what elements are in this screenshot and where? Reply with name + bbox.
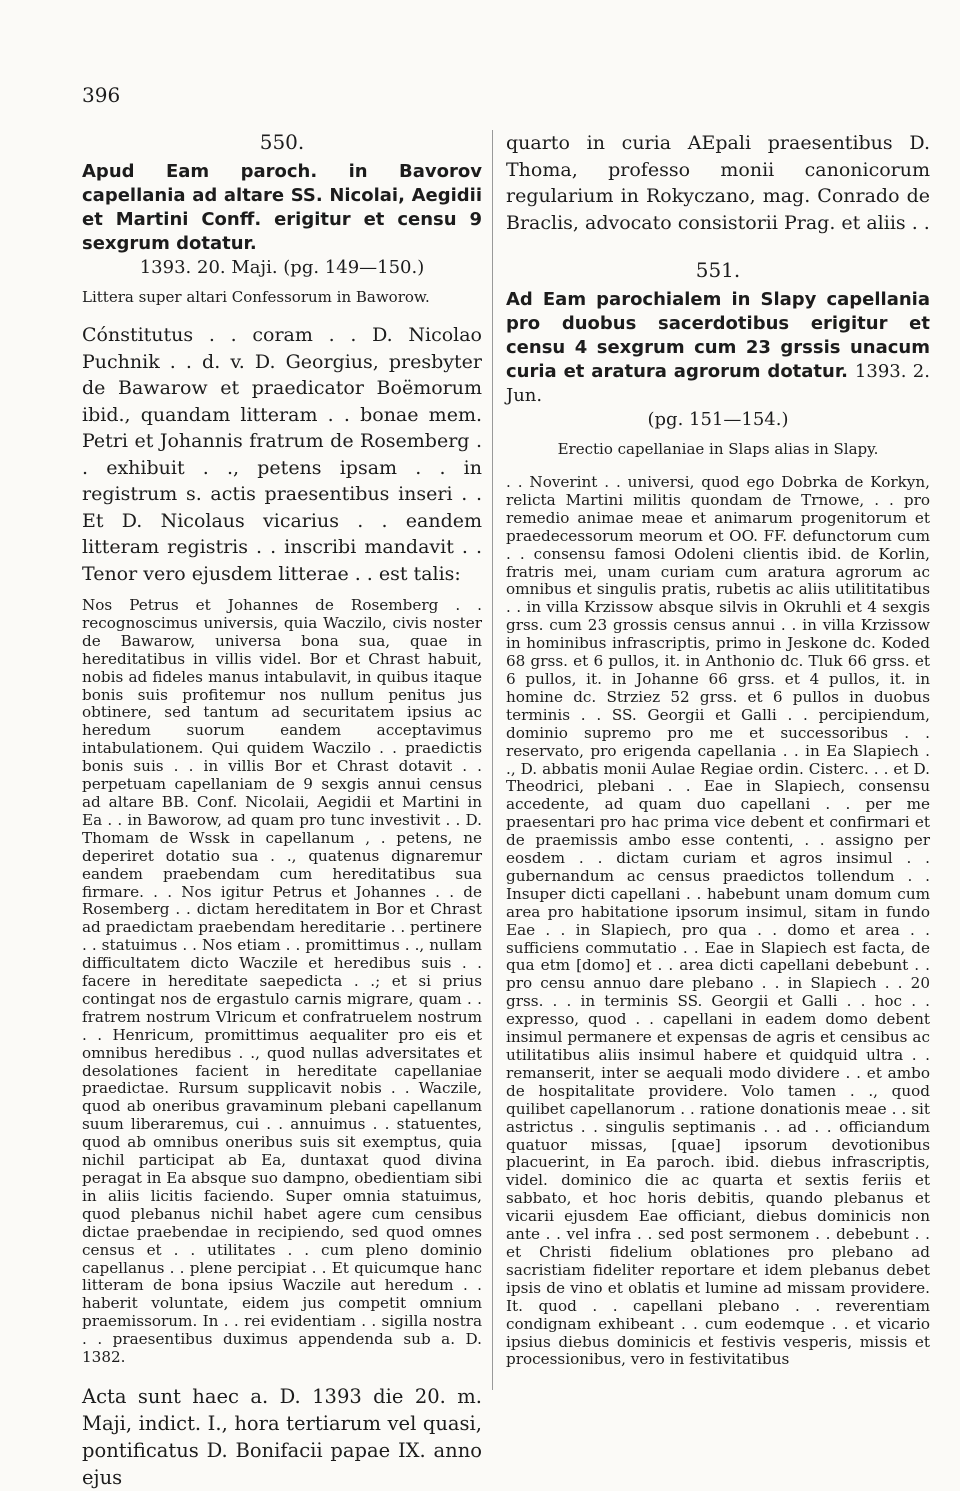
document-number: 550. [259, 130, 305, 154]
charter-text: . . Noverint . . universi, quod ego Dobrka de Korkyn, relicta Martini militis quondam de Trnowe, . . pro remedio animae meae et animarum progenitorum et praedecessorum meorum et OO. FF. defunctorum cum . . consensu famosi Odoleni clientis ibid. de Korlin, fratris mei, unam curiam cum aratura agrorum ac omnibus et singulis pratis, rubetis ac aliis utilititatibus . . in villa Krzissow absque silvis in Okruhli et 4 sexgis grss. cum 23 grossis census annui . . in villa Krzissow in hominibus infrascriptis, primo in Jeskone dc. Koded 68 grss. et 6 pullos, it. in Anthonio dc. Tluk 66 grss. et 6 pullos, it. in Johanne 66 grss. et 4 pullos, it. in homine dc. Strziez 52 grss. et 6 pullos in duobus terminis . . SS. Georgii et Galli . . percipiendum, dominio supremo pro me et successoribus . . reservato, pro erigenda capellania . . in Ea Slapiech . ., D. abbatis monii Aulae Regiae ordin. Cisterc. . . et D. Theodrici, plebani . . Eae in Slapiech, consensu accedente, ad quam duo capellani . . per me praesentari pro hac prima vice debent et confirmari et de praemissis ambo esse contenti, . . assigno per eosdem . . dictam curiam et agros insimul . . gubernandum ac census praedictos tollendum . . Insuper dicti capellani . . habebunt unam domum cum area pro habitatione ipsorum insimul, sitam in fundo Eae . . in Slapiech, pro qua . . domo et area . . sufficiens commutatio . . Eae in Slapiech est facta, de qua etm [domo] et . . area dicti capellani debebunt . . pro censu annuo dare plebano . . in Slapiech . . 20 grss. . . in terminis SS. Georgii et Galli . . hoc . . expresso, quod . . capellani in eadem domo debent insimul permanere et expensas de agris et censibus ac utilitatibus aliis insimul habere et quidquid ultra . . remanserit, inter se aequali modo dividere . . et ambo de hospitalitate providere. Volo tamen . ., quod quilibet capellanorum . . ratione donationis meae . . sit astrictus . . singulis septimanis . . ad . . officiandum quatuor missas, [quae] ipsorum devotionibus placuerint, in Ea paroch. ibid. diebus infrascriptis, videl. dominico die ac quarta et sextis feriis et sabbato, et hoc horis debitis, quando plebanus et vicarii ejusdem Eae officiant, diebus dominicis non ante . . vel infra . . sed post sermonem . . debebunt . . et Christi fidelium oblationes pro plebano ad sacristiam fideliter reportare et idem plebanus debet ipsis de vino et oblatis et lumine ad missam providere. It. quod . . capellani plebano . . reverentiam condignam exhibeant . . cum eodemque . . et vicario ipsius diebus dominicis et festivis vesperis, missis et processionibus, vero in festivitatibus [506, 473, 930, 1369]
column-divider [492, 130, 493, 1390]
document-heading [506, 288, 930, 408]
continuation-paragraph: quarto in curia AEpali praesentibus D. Thoma, professo monii canonicorum regularium in Rokyczano, mag. Conrado de Braclis, advocato consistorii Prag. et aliis . . [506, 132, 930, 234]
intro-paragraph: Cónstitutus . . coram . . D. Nicolao Puchnik . . d. v. D. Georgius, presbyter de Bawarow et praedicator Boëmorum ibid., quandam litteram . . bonae mem. Petri et Johannis fratrum de Rosemberg . . exhibuit . ., petens ipsam . . in registrum s. actis praesentibus inseri . . Et D. Nicolaus vicarius . . eandem litteram registris . . inscribi mandavit . . Tenor vero ejusdem litterae . . est talis: [82, 324, 482, 585]
left-column [82, 130, 482, 1491]
page-number: 396 [82, 83, 121, 107]
document-citation: (pg. 151—154.) [647, 409, 789, 430]
heading-date: 1393. 2. Jun. [506, 361, 930, 406]
document-subtitle: Erectio capellaniae in Slaps alias in Slapy. [557, 440, 879, 458]
heading-text: Ad Eam parochialem in Slapy capellania pro duobus sacerdotibus erigitur et censu 4 sexgrum cum 23 grssis unacum curia et aratura agrorum dotatur. [506, 289, 930, 382]
document-number: 551. [695, 258, 741, 282]
right-column [506, 130, 930, 1369]
charter-text: Nos Petrus et Johannes de Rosemberg . . recognoscimus universis, quia Waczilo, civis noster de Bawarow, universa bona sua, quae in hereditatibus in villis videl. Bor et Chrast habuit, nobis ad fideles manus intabulavit, in quibus itaque bonis suis profitemur nos nullum penitus jus obtinere, sed tantum ad securitatem ipsius ac heredum suorum eandem acceptavimus intabulationem. Qui quidem Waczilo . . praedictis bonis suis . . in villis Bor et Chrast dotavit . . perpetuam capellaniam de 9 sexgis annui census ad altare BB. Conf. Nicolaii, Aegidii et Martini in Ea . . in Baworow, ad quam pro tunc investivit . . D. Thomam de Wssk in capellanum , . petens, ne deperiret dotatio sua . ., quatenus dignaremur eandem praebendam cum hereditatibus sua firmare. . . Nos igitur Petrus et Johannes . . de Rosemberg . . dictam hereditatem in Bor et Chrast ad praedictam praebendam hereditarie . . pertinere . . statuimus . . Nos etiam . . promittimus . ., nullam difficultatem dicto Waczile et heredibus suis . . facere in hereditate saepedicta . .; et si prius contingat nos de ergastulo carnis migrare, quam . . fratrem nostrum Vlricum et confratruelem nostrum . . Henricum, promittimus aequaliter pro eis et omnibus heredibus . ., quod nullas adversitates et desolationes facient in hereditate capellaniae praedictae. Rursum supplicavit nobis . . Waczile, quod ab oneribus gravaminum plebani capellanum suum liberaremus, cui . . annuimus . . statuentes, quod ab omnibus oneribus suis sit exemptus, quia nichil participat ab Ea, duntaxat quod divina peragat in Ea absque suo dampno, obedientiam sibi in aliis licitis faciendo. Super omnia statuimus, quod plebanus nichil habet agere cum censibus dictae praebendae in recipiendo, sed quod omnes census et . . utilitates . . cum pleno dominio capellanus . . plene percipiat . . Et quicumque hanc litteram de bona ipsius Waczile aut heredum . . haberit voluntate, eidem jus competit omnium praemissorum. In . . rei evidentiam . . sigilla nostra . . praesentibus duximus appendenda sub a. D. 1382. [82, 596, 482, 1367]
document-heading: Apud Eam paroch. in Bavorov capellania ad altare SS. Nicolai, Aegidii et Martini Conff. erigitur et censu 9 sexgrum dotatur. [82, 161, 482, 254]
document-citation: 1393. 20. Maji. (pg. 149—150.) [139, 257, 425, 278]
acta-paragraph: Acta sunt haec a. D. 1393 die 20. m. Maji, indict. I., hora tertiarum vel quasi, pontificatus D. Bonifacii papae IX. anno ejus [82, 1384, 482, 1489]
document-subtitle: Littera super altari Confessorum in Baworow. [82, 288, 430, 306]
